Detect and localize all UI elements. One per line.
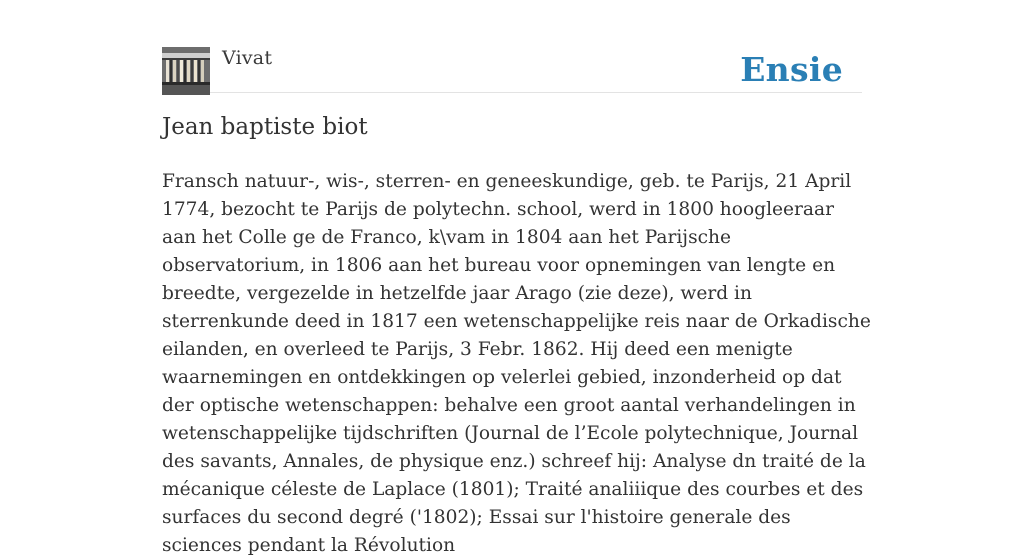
- author-name[interactable]: Vivat: [222, 47, 273, 69]
- bookshelf-avatar-icon[interactable]: [162, 47, 210, 95]
- article-body: Fransch natuur-, wis-, sterren- en geneeskundige, geb. te Parijs, 21 April 1774, bezocht te Parijs de polytechn. school, werd in 1800 hoogleeraar aan het Colle ge de Franco, k\vam in 1804 aan het Parijsche observatorium, in 1806 aan het bureau voor opnemingen van lengte en breedte, vergezelde in hetzelfde jaar Arago (zie deze), werd in sterrenkunde deed in 1817 een wetenschappelijke reis naar de Orkadische eilanden, en overleed te Parijs, 3 Febr. 1862. Hij deed een menigte waarnemingen en ontdekkingen op velerlei gebied, inzonderheid op dat der optische wetenschappen: behalve een groot aantal verhandelingen in wetenschappelijke tijdschriften (Journal de l’Ecole polytechnique, Journal des savants, Annales, de physique enz.) schreef hij: Analyse dn traité de la mécanique céleste de Laplace (1801); Traité analiiique des courbes et des surfaces du second degré ('1802); Essai sur l'histoire generale des sciences pendant la Révolution: [162, 171, 871, 556]
- brand-logo[interactable]: Ensie: [740, 50, 843, 89]
- article-header: [162, 44, 862, 93]
- article-title: Jean baptiste biot: [162, 114, 368, 140]
